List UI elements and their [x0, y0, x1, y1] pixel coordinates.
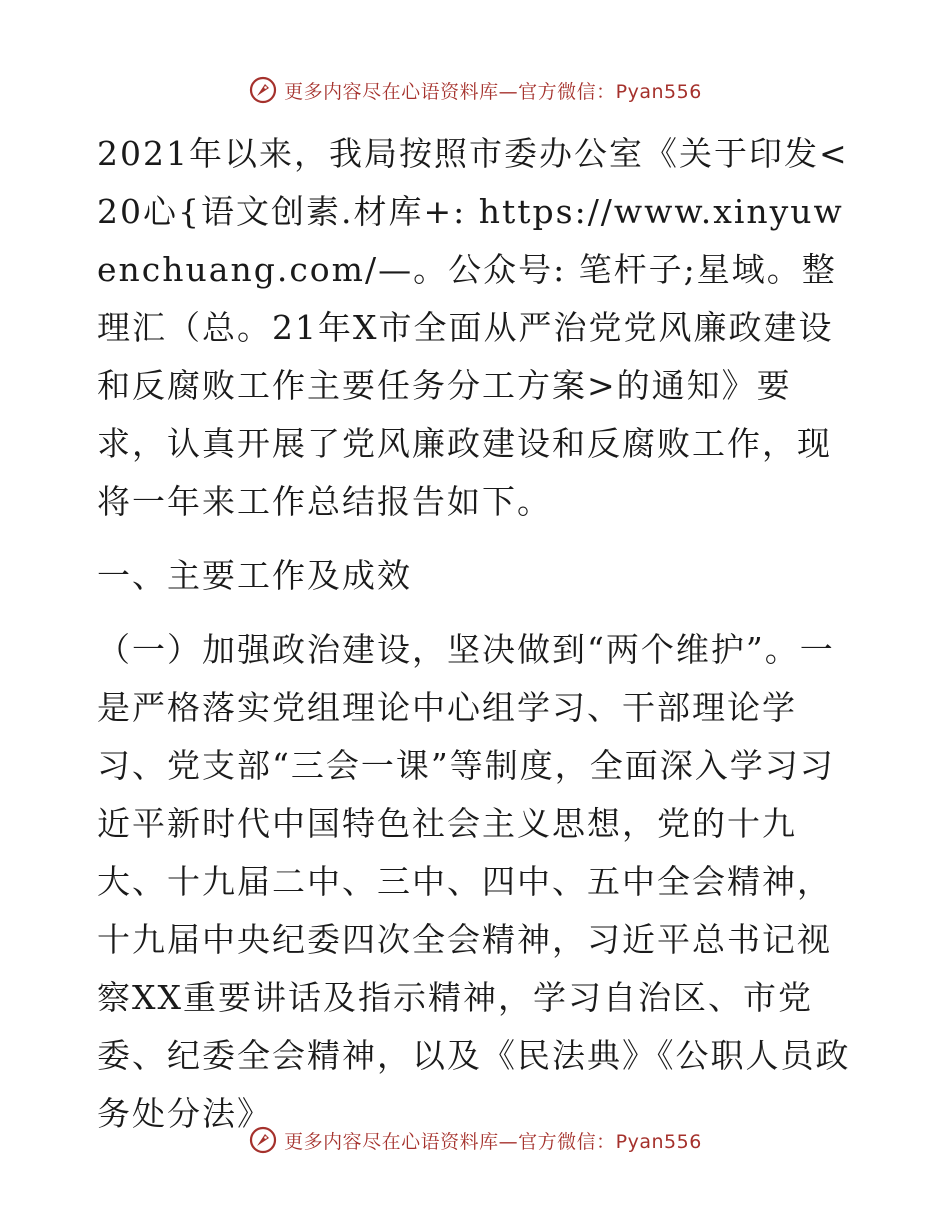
- section-paragraph: （一）加强政治建设，坚决做到“两个维护”。一是严格落实党组理论中心组学习、干部理论学习、党支部“三会一课”等制度，全面深入学习习近平新时代中国特色社会主义思想，党的十九大、十九届二中、三中、四中、五中全会精神，十九届中央纪委四次全会精神，习近平总书记视察XX重要讲话及指示精神，学习自治区、市党委、纪委全会精神，以及《民法典》《公职人员政务处分法》: [97, 630, 851, 1133]
- footer-watermark: [0, 1122, 950, 1158]
- document-body: [97, 125, 857, 1143]
- watermark-text: 更多内容尽在心语资料库—官方微信：Pyan556: [284, 1130, 702, 1153]
- section-heading: 一、主要工作及成效: [97, 556, 412, 595]
- pen-nib-icon: [248, 75, 278, 105]
- pen-nib-icon: [248, 1125, 278, 1155]
- header-watermark: [0, 72, 950, 108]
- watermark-text: 更多内容尽在心语资料库—官方微信：Pyan556: [284, 80, 702, 103]
- intro-paragraph: 2021年以来，我局按照市委办公室《关于印发<20心{语文创素.材库+: https://www.xinyuwenchuang.com/—。公众号: 笔杆子;星域。整理汇（总。21年X市全面从严治党党风廉政建设和反腐败工作主要任务分工方案>的通知》要求，认真开展了党风廉政建设和反腐败工作，现将一年来工作总结报告如下。: [97, 134, 849, 521]
